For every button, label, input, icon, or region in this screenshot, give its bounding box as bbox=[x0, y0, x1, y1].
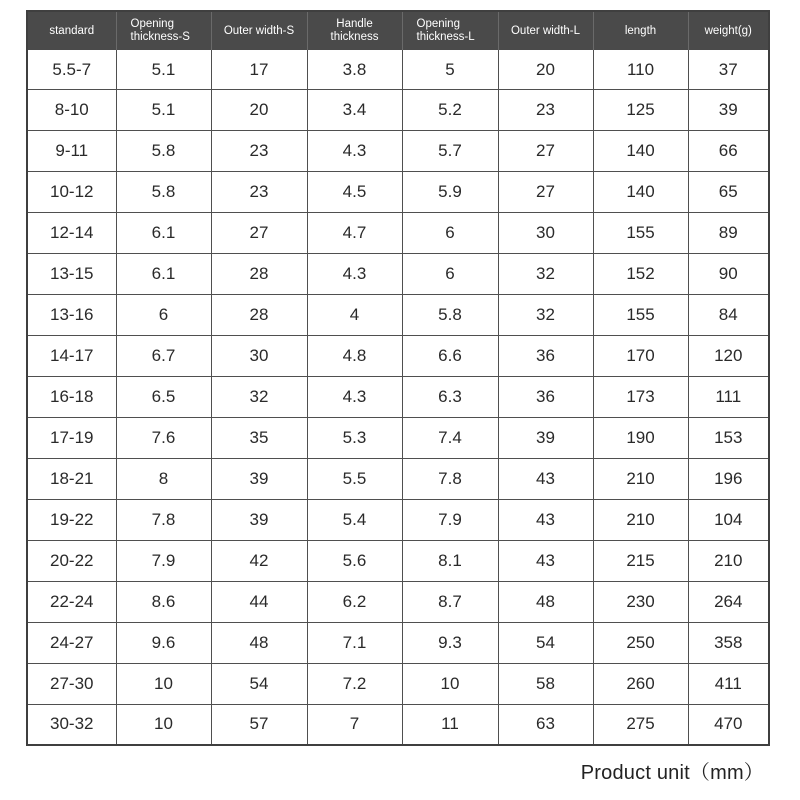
cell-weight: 66 bbox=[688, 131, 768, 172]
cell-length: 173 bbox=[593, 377, 688, 418]
cell-outer-width-s: 42 bbox=[211, 540, 307, 581]
cell-outer-width-l: 30 bbox=[498, 213, 593, 254]
cell-opening-thickness-l: 6 bbox=[402, 213, 498, 254]
cell-handle-thickness: 7.2 bbox=[307, 663, 402, 704]
table-row bbox=[28, 131, 768, 172]
cell-outer-width-l: 48 bbox=[498, 581, 593, 622]
cell-opening-thickness-l: 8.7 bbox=[402, 581, 498, 622]
cell-outer-width-s: 39 bbox=[211, 458, 307, 499]
cell-outer-width-s: 23 bbox=[211, 131, 307, 172]
cell-outer-width-l: 63 bbox=[498, 704, 593, 744]
cell-standard: 18-21 bbox=[28, 458, 116, 499]
cell-handle-thickness: 3.8 bbox=[307, 50, 402, 90]
cell-outer-width-s: 39 bbox=[211, 499, 307, 540]
cell-weight: 65 bbox=[688, 172, 768, 213]
cell-length: 170 bbox=[593, 336, 688, 377]
cell-opening-thickness-l: 9.3 bbox=[402, 622, 498, 663]
cell-opening-thickness-s: 6 bbox=[116, 295, 211, 336]
cell-standard: 8-10 bbox=[28, 90, 116, 131]
cell-opening-thickness-l: 6.6 bbox=[402, 336, 498, 377]
cell-opening-thickness-l: 6 bbox=[402, 254, 498, 295]
header-weight: weight(g) bbox=[688, 12, 768, 50]
cell-weight: 411 bbox=[688, 663, 768, 704]
table-row bbox=[28, 458, 768, 499]
header-standard: standard bbox=[28, 12, 116, 50]
cell-weight: 39 bbox=[688, 90, 768, 131]
cell-weight: 196 bbox=[688, 458, 768, 499]
cell-weight: 104 bbox=[688, 499, 768, 540]
header-opening-thickness-s: Opening thickness-S bbox=[116, 12, 211, 50]
cell-standard: 24-27 bbox=[28, 622, 116, 663]
cell-length: 155 bbox=[593, 295, 688, 336]
cell-outer-width-l: 58 bbox=[498, 663, 593, 704]
cell-handle-thickness: 3.4 bbox=[307, 90, 402, 131]
cell-length: 190 bbox=[593, 417, 688, 458]
table-row bbox=[28, 50, 768, 90]
cell-standard: 14-17 bbox=[28, 336, 116, 377]
cell-weight: 358 bbox=[688, 622, 768, 663]
cell-opening-thickness-s: 10 bbox=[116, 704, 211, 744]
unit-note: Product unit（mm） bbox=[580, 762, 764, 784]
table-row bbox=[28, 295, 768, 336]
cell-opening-thickness-l: 10 bbox=[402, 663, 498, 704]
cell-weight: 90 bbox=[688, 254, 768, 295]
cell-opening-thickness-s: 7.8 bbox=[116, 499, 211, 540]
cell-outer-width-l: 54 bbox=[498, 622, 593, 663]
cell-outer-width-s: 27 bbox=[211, 213, 307, 254]
cell-length: 110 bbox=[593, 50, 688, 90]
cell-opening-thickness-s: 7.9 bbox=[116, 540, 211, 581]
table-row bbox=[28, 336, 768, 377]
cell-standard: 16-18 bbox=[28, 377, 116, 418]
table-row bbox=[28, 213, 768, 254]
cell-handle-thickness: 7 bbox=[307, 704, 402, 744]
cell-standard: 12-14 bbox=[28, 213, 116, 254]
cell-standard: 27-30 bbox=[28, 663, 116, 704]
cell-handle-thickness: 4.8 bbox=[307, 336, 402, 377]
cell-length: 140 bbox=[593, 131, 688, 172]
cell-standard: 22-24 bbox=[28, 581, 116, 622]
cell-outer-width-l: 36 bbox=[498, 336, 593, 377]
cell-standard: 10-12 bbox=[28, 172, 116, 213]
cell-length: 210 bbox=[593, 458, 688, 499]
table-row bbox=[28, 377, 768, 418]
cell-length: 250 bbox=[593, 622, 688, 663]
cell-outer-width-s: 23 bbox=[211, 172, 307, 213]
header-length: length bbox=[593, 12, 688, 50]
cell-opening-thickness-l: 5.7 bbox=[402, 131, 498, 172]
cell-opening-thickness-s: 7.6 bbox=[116, 417, 211, 458]
cell-weight: 111 bbox=[688, 377, 768, 418]
table-header bbox=[28, 12, 768, 50]
cell-outer-width-s: 32 bbox=[211, 377, 307, 418]
cell-outer-width-l: 43 bbox=[498, 458, 593, 499]
cell-handle-thickness: 7.1 bbox=[307, 622, 402, 663]
cell-opening-thickness-l: 5.8 bbox=[402, 295, 498, 336]
cell-weight: 470 bbox=[714, 714, 743, 734]
cell-opening-thickness-s: 8.6 bbox=[116, 581, 211, 622]
table-row bbox=[28, 172, 768, 213]
cell-opening-thickness-l: 7.4 bbox=[402, 417, 498, 458]
cell-handle-thickness: 5.6 bbox=[307, 540, 402, 581]
table-row bbox=[28, 417, 768, 458]
cell-weight: 264 bbox=[688, 581, 768, 622]
cell-outer-width-s: 28 bbox=[211, 254, 307, 295]
cell-length: 155 bbox=[593, 213, 688, 254]
cell-length: 275 bbox=[593, 704, 688, 744]
table-row bbox=[28, 540, 768, 581]
cell-outer-width-l: 43 bbox=[498, 499, 593, 540]
cell-standard: 13-16 bbox=[28, 295, 116, 336]
header-handle-thickness: Handle thickness bbox=[307, 12, 402, 50]
table-row bbox=[28, 581, 768, 622]
cell-opening-thickness-s: 10 bbox=[116, 663, 211, 704]
cell-handle-thickness: 4.7 bbox=[307, 213, 402, 254]
table-row bbox=[28, 704, 768, 744]
header-row bbox=[28, 12, 768, 50]
cell-opening-thickness-l: 5.2 bbox=[402, 90, 498, 131]
cell-opening-thickness-s: 5.1 bbox=[116, 50, 211, 90]
cell-opening-thickness-l: 5 bbox=[402, 50, 498, 90]
cell-length: 152 bbox=[593, 254, 688, 295]
cell-weight: 37 bbox=[688, 50, 768, 90]
cell-outer-width-l: 27 bbox=[498, 172, 593, 213]
cell-handle-thickness: 4.5 bbox=[307, 172, 402, 213]
cell-outer-width-l: 23 bbox=[498, 90, 593, 131]
cell-standard: 30-32 bbox=[28, 704, 116, 744]
cell-standard: 5.5-7 bbox=[28, 50, 116, 90]
cell-weight: 84 bbox=[688, 295, 768, 336]
cell-opening-thickness-l: 7.9 bbox=[402, 499, 498, 540]
table-row bbox=[28, 254, 768, 295]
cell-outer-width-l: 36 bbox=[498, 377, 593, 418]
cell-outer-width-l: 43 bbox=[498, 540, 593, 581]
cell-opening-thickness-s: 5.1 bbox=[116, 90, 211, 131]
cell-length: 125 bbox=[593, 90, 688, 131]
cell-opening-thickness-l: 7.8 bbox=[402, 458, 498, 499]
cell-outer-width-l: 32 bbox=[498, 295, 593, 336]
cell-opening-thickness-l: 5.9 bbox=[402, 172, 498, 213]
cell-opening-thickness-s: 6.7 bbox=[116, 336, 211, 377]
cell-outer-width-s: 17 bbox=[211, 50, 307, 90]
cell-opening-thickness-s: 9.6 bbox=[116, 622, 211, 663]
cell-opening-thickness-s: 6.1 bbox=[116, 213, 211, 254]
cell-opening-thickness-s: 6.5 bbox=[116, 377, 211, 418]
cell-handle-thickness: 4.3 bbox=[307, 377, 402, 418]
cell-handle-thickness: 6.2 bbox=[307, 581, 402, 622]
header-outer-width-s: Outer width-S bbox=[211, 12, 307, 50]
cell-outer-width-s: 54 bbox=[211, 663, 307, 704]
cell-handle-thickness: 5.4 bbox=[307, 499, 402, 540]
cell-weight: 89 bbox=[688, 213, 768, 254]
cell-outer-width-l: 32 bbox=[498, 254, 593, 295]
cell-handle-thickness: 5.3 bbox=[307, 417, 402, 458]
header-opening-thickness-l: Opening thickness-L bbox=[402, 12, 498, 50]
cell-handle-thickness: 4 bbox=[307, 295, 402, 336]
cell-opening-thickness-s: 8 bbox=[116, 458, 211, 499]
cell-outer-width-s: 44 bbox=[211, 581, 307, 622]
table-row bbox=[28, 663, 768, 704]
cell-outer-width-s: 28 bbox=[211, 295, 307, 336]
table-body bbox=[28, 50, 768, 744]
cell-outer-width-s: 57 bbox=[211, 704, 307, 744]
cell-outer-width-l: 27 bbox=[498, 131, 593, 172]
cell-handle-thickness: 4.3 bbox=[307, 254, 402, 295]
cell-opening-thickness-s: 5.8 bbox=[116, 172, 211, 213]
cell-opening-thickness-l: 11 bbox=[402, 704, 498, 744]
spec-table bbox=[28, 12, 768, 744]
cell-handle-thickness: 4.3 bbox=[307, 131, 402, 172]
cell-handle-thickness: 5.5 bbox=[307, 458, 402, 499]
spec-table-container bbox=[26, 10, 770, 746]
cell-outer-width-s: 20 bbox=[211, 90, 307, 131]
cell-opening-thickness-s: 6.1 bbox=[116, 254, 211, 295]
cell-weight: 120 bbox=[688, 336, 768, 377]
cell-standard: 13-15 bbox=[28, 254, 116, 295]
cell-length: 140 bbox=[593, 172, 688, 213]
cell-standard: 17-19 bbox=[28, 417, 116, 458]
cell-length: 210 bbox=[593, 499, 688, 540]
cell-outer-width-s: 30 bbox=[211, 336, 307, 377]
cell-outer-width-s: 35 bbox=[211, 417, 307, 458]
table-row bbox=[28, 622, 768, 663]
cell-length: 260 bbox=[593, 663, 688, 704]
cell-standard: 20-22 bbox=[28, 540, 116, 581]
cell-outer-width-l: 39 bbox=[498, 417, 593, 458]
cell-length: 230 bbox=[593, 581, 688, 622]
table-row bbox=[28, 499, 768, 540]
cell-length: 215 bbox=[593, 540, 688, 581]
cell-opening-thickness-l: 8.1 bbox=[402, 540, 498, 581]
table-row bbox=[28, 90, 768, 131]
cell-outer-width-l: 20 bbox=[498, 50, 593, 90]
cell-standard: 19-22 bbox=[28, 499, 116, 540]
cell-outer-width-s: 48 bbox=[211, 622, 307, 663]
header-outer-width-l: Outer width-L bbox=[498, 12, 593, 50]
cell-weight: 153 bbox=[688, 417, 768, 458]
cell-opening-thickness-s: 5.8 bbox=[116, 131, 211, 172]
cell-weight: 210 bbox=[688, 540, 768, 581]
cell-standard: 9-11 bbox=[28, 131, 116, 172]
cell-opening-thickness-l: 6.3 bbox=[402, 377, 498, 418]
